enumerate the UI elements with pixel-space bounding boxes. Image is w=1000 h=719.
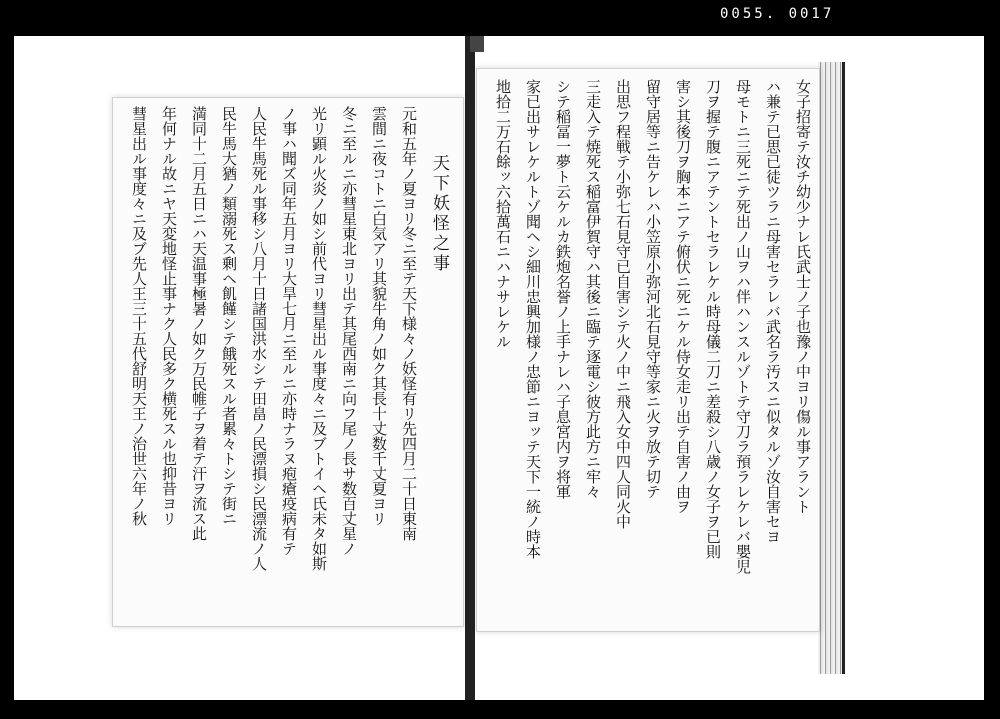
left-col-8: 満同十二月五日ニハ天温事極暑ノ如ク万民帷子ヲ着テ汗ヲ流ス此	[190, 106, 208, 541]
right-page	[476, 68, 820, 632]
left-col-10: 彗星出ル事度々ニ及ブ先人王三十五代舒明天王ノ治世六年ノ秋	[130, 106, 148, 526]
left-col-9: 年何ナル故ニヤ天変地怪止事ナク人民多ク横死スル也抑昔ヨリ	[160, 106, 178, 526]
left-col-2: 雲間ニ夜コトニ白気アリ其貌牛角ノ如ク其長十丈数千丈夏ヨリ	[370, 106, 388, 526]
left-col-3: 冬ニ至ルニ亦彗星東北ヨリ出テ其尾西南ニ向フ尾ノ長サ数百丈星ノ	[340, 106, 358, 556]
right-col-11: 地拾二万石餘ッ六拾萬石ニハナサレケル	[494, 79, 512, 349]
page-edge-stack	[818, 62, 845, 674]
left-page	[112, 97, 464, 627]
left-col-4: 光リ顕ル火炎ノ如シ前代ヨリ彗星出ル事度々ニ及ブトイヘ氏未タ如斯	[310, 106, 328, 571]
right-col-10: 家已出サレケルトゾ聞ヘシ細川忠興加様ノ忠節ニヨッテ天下一統ノ時本	[524, 79, 542, 559]
right-col-2: ハ兼テ已思已徒ツラニ母害セラレバ武名ラ汚スニ似タルゾ汝自害セヨ	[764, 79, 782, 544]
left-col-6: 人民牛馬死ル事移シ八月十日諸国洪水シテ田畠ノ民漂損シ民漂流ノ人	[250, 106, 268, 571]
spine-mark	[470, 36, 484, 52]
section-title: 天下妖怪之事	[429, 154, 449, 274]
right-col-8: 三走入テ焼死ス稲富伊賀守ハ其後ニ臨テ逐電シ彼方此方ニ牢々	[584, 79, 602, 499]
right-col-7: 出思フ程戦テ小弥七石見守已自害シテ火ノ中ニ飛入女中四人同火中	[614, 79, 632, 529]
left-col-1: 元和五年ノ夏ヨリ冬ニ至テ天下様々ノ妖怪有リ先四月二十日東南	[400, 106, 418, 541]
right-col-5: 害シ其後刀ヲ胸本ニアテ俯伏ニ死ニケル侍女走リ出テ自害ノ由ヲ	[674, 79, 692, 514]
left-col-7: 民牛馬大猶ノ類溺死ス剰ヘ飢饉シテ餓死スル者累々トシテ街ニ	[220, 106, 238, 526]
right-col-3: 母モトニ三死ニテ死出ノ山ヲハ伴ハンスルゾトテ守刀ラ預ラレケレバ嬰児	[734, 79, 752, 574]
microfilm-frame-number: 0055. 0017	[720, 6, 835, 22]
book-spine-shadow	[465, 36, 475, 700]
left-col-5: ノ事ハ聞ズ同年五月ヨリ大旱七月ニ至ルニ亦時ナラヌ疱瘡疫病有テ	[280, 106, 298, 556]
right-col-4: 刀ヲ握テ腹ニアテントセラレケル時母儀二刀ニ差殺シ八歳ノ女子ヲ已則	[704, 79, 722, 559]
right-col-6: 留守居等ニ告ケレハ小笠原小弥河北石見守等家ニ火ヲ放テ切テ	[644, 79, 662, 499]
right-col-1: 女子招寄テ汝チ幼少ナレ氏武士ノ子也豫ノ中ヨリ傷ル事アラント	[794, 79, 812, 514]
right-col-9: シテ稲冨一夢ト云ケルカ鉄炮名誉ノ上手ナレハ子息宮内ヲ将軍	[554, 79, 572, 499]
